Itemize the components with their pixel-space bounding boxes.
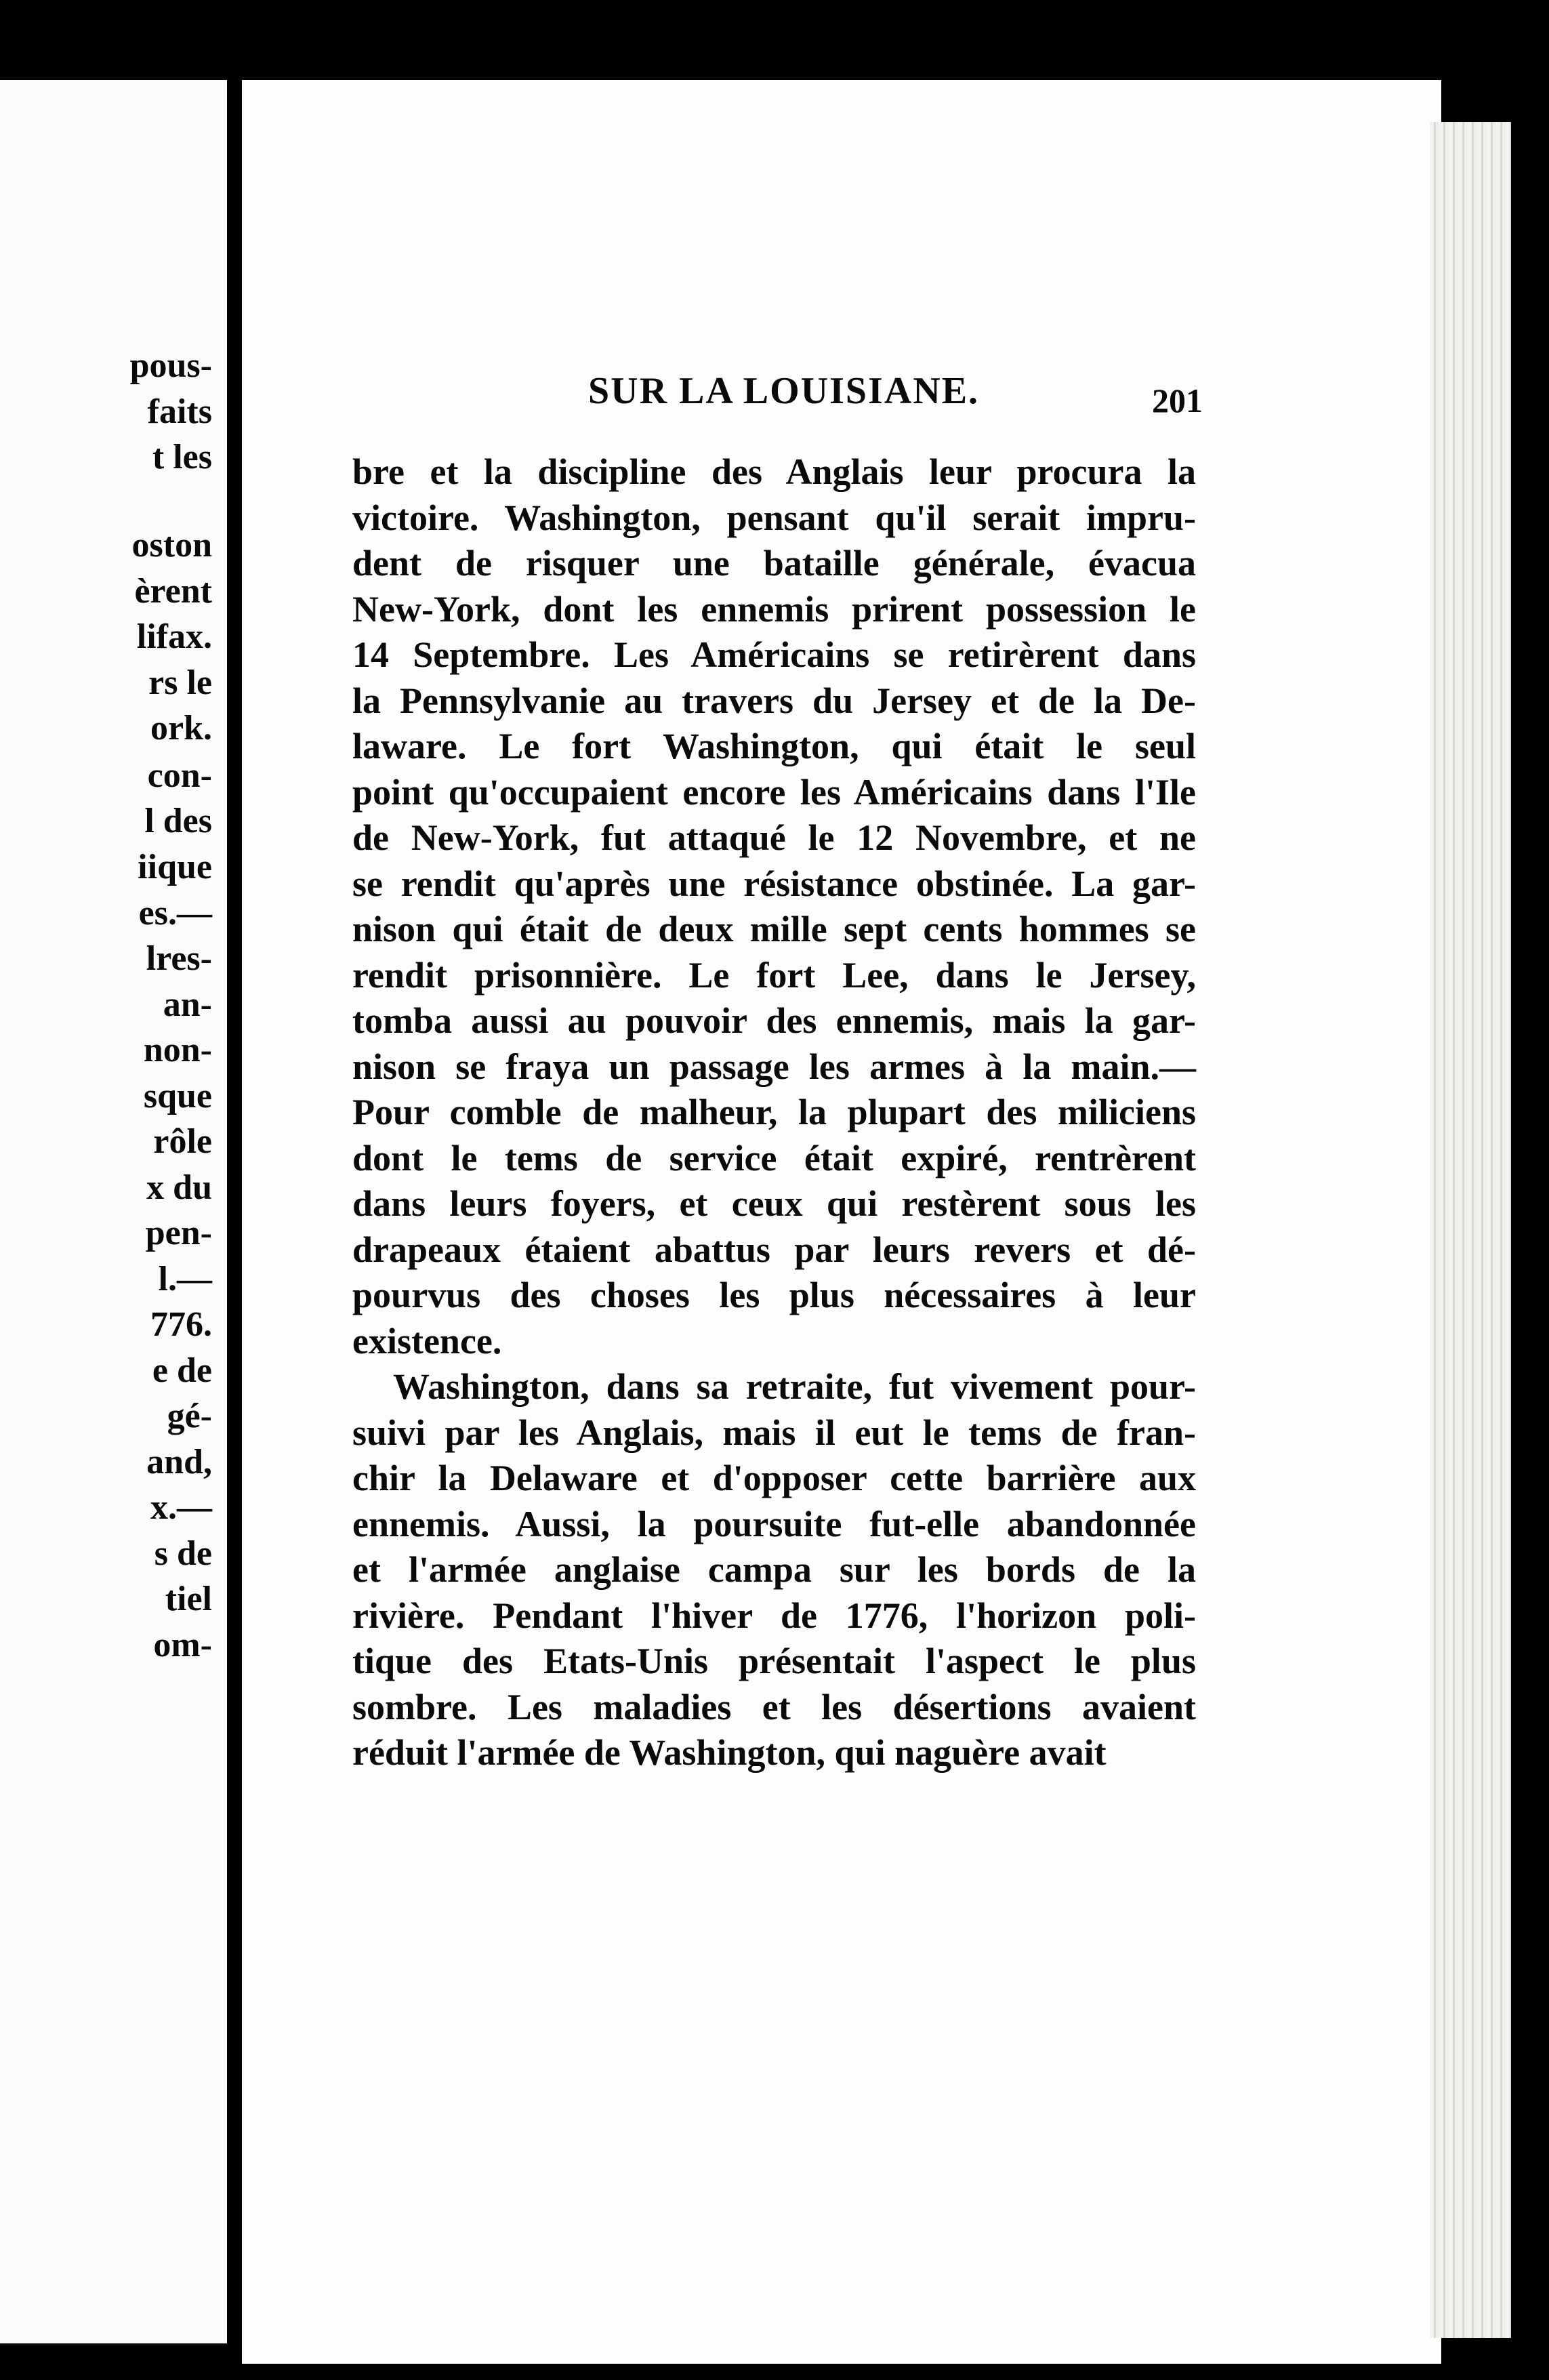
text-line: drapeaux étaient abattus par leurs revers et dé- bbox=[352, 1229, 1196, 1270]
text-line: nison qui était de deux mille sept cents hommes se bbox=[352, 909, 1196, 949]
left-page-fragment: non- bbox=[143, 1031, 212, 1069]
left-page-fragment: oston bbox=[131, 526, 212, 565]
text-line: la Pennsylvanie au travers du Jersey et de la De- bbox=[352, 680, 1196, 721]
text-line: Pour comble de malheur, la plupart des miliciens bbox=[352, 1092, 1196, 1132]
text-line: tomba aussi au pouvoir des ennemis, mais la gar- bbox=[352, 1000, 1196, 1041]
left-page-fragment: rs le bbox=[148, 663, 212, 702]
left-page-fragment: e de bbox=[152, 1351, 212, 1390]
text-line: existence. bbox=[352, 1321, 502, 1361]
text-line: de New-York, fut attaqué le 12 Novembre, et ne bbox=[352, 817, 1196, 858]
text-line: victoire. Washington, pensant qu'il serait impru- bbox=[352, 497, 1196, 538]
left-page-fragment: sque bbox=[143, 1077, 212, 1115]
left-page-fragment: lifax. bbox=[136, 617, 212, 656]
page-edge bbox=[1430, 122, 1511, 2338]
left-page bbox=[0, 80, 227, 2343]
text-line: nison se fraya un passage les armes à la main.— bbox=[352, 1046, 1196, 1087]
text-line: pourvus des choses les plus nécessaires à leur bbox=[352, 1275, 1196, 1315]
left-page-fragment: pen- bbox=[145, 1214, 212, 1252]
left-page-fragment: l.— bbox=[158, 1260, 212, 1298]
left-page-fragment: pous- bbox=[129, 346, 212, 385]
left-page-fragment: gé- bbox=[167, 1397, 212, 1435]
text-line: et l'armée anglaise campa sur les bords de la bbox=[352, 1549, 1196, 1590]
text-line: rendit prisonnière. Le fort Lee, dans le Jersey, bbox=[352, 955, 1196, 996]
text-line: point qu'occupaient encore les Américains dans l'Ile bbox=[352, 772, 1196, 813]
text-line: dent de risquer une bataille générale, évacua bbox=[352, 543, 1196, 583]
text-line: se rendit qu'après une résistance obstinée. La gar- bbox=[352, 863, 1196, 904]
left-page-fragment: x du bbox=[146, 1168, 212, 1207]
page-gutter bbox=[227, 80, 242, 2343]
left-page-fragment: an- bbox=[163, 985, 212, 1024]
text-line: bre et la discipline des Anglais leur procura la bbox=[352, 451, 1196, 492]
text-line: rivière. Pendant l'hiver de 1776, l'horizon poli- bbox=[352, 1595, 1196, 1636]
text-line: réduit l'armée de Washington, qui naguère avait bbox=[352, 1732, 1107, 1773]
left-page-fragment: es.— bbox=[138, 894, 212, 932]
left-page-fragment: tiel bbox=[165, 1580, 212, 1618]
text-line: tique des Etats-Unis présentait l'aspect le plus bbox=[352, 1641, 1196, 1681]
left-page-fragment: con- bbox=[147, 756, 212, 795]
left-page-fragment: iique bbox=[138, 848, 212, 886]
text-line: laware. Le fort Washington, qui était le seul bbox=[352, 726, 1196, 766]
left-page-fragment: t les bbox=[152, 438, 212, 476]
left-page-fragment: x.— bbox=[150, 1488, 212, 1527]
text-line: ennemis. Aussi, la poursuite fut-elle abandonnée bbox=[352, 1504, 1196, 1544]
text-line: 14 Septembre. Les Américains se retirèrent dans bbox=[352, 634, 1196, 675]
left-page-fragment: faits bbox=[147, 392, 212, 431]
page-number: 201 bbox=[1152, 382, 1203, 419]
text-line: sombre. Les maladies et les désertions avaient bbox=[352, 1687, 1196, 1727]
text-line: dans leurs foyers, et ceux qui restèrent sous les bbox=[352, 1183, 1196, 1224]
left-page-fragment: 776. bbox=[150, 1305, 212, 1344]
running-head: SUR LA LOUISIANE. bbox=[588, 370, 980, 412]
left-page-fragment: rôle bbox=[153, 1122, 212, 1161]
text-line: Washington, dans sa retraite, fut vivement pour- bbox=[393, 1366, 1196, 1407]
text-line: suivi par les Anglais, mais il eut le tems de fran- bbox=[352, 1412, 1196, 1453]
left-page-fragment: s de bbox=[154, 1534, 212, 1573]
left-page-fragment: l des bbox=[144, 802, 212, 840]
left-page-fragment: and, bbox=[146, 1443, 212, 1481]
left-page-fragment: om- bbox=[153, 1626, 212, 1664]
text-line: dont le tems de service était expiré, rentrèrent bbox=[352, 1138, 1196, 1178]
left-page-fragment: lres- bbox=[146, 939, 212, 978]
left-page-fragment: èrent bbox=[134, 572, 212, 611]
text-line: chir la Delaware et d'opposer cette barrière aux bbox=[352, 1458, 1196, 1498]
text-line: New-York, dont les ennemis prirent possession le bbox=[352, 589, 1196, 630]
left-page-fragment: ork. bbox=[150, 709, 212, 747]
